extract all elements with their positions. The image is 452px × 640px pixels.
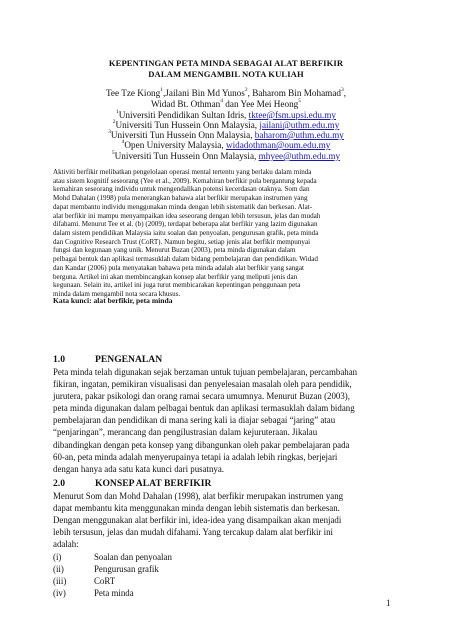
abstract (53, 168, 400, 299)
email-link[interactable]: baharom@uthm.edu.my (254, 130, 344, 140)
abstract-line: minda dalam mengambil nota secara khusus. (53, 290, 181, 299)
body-line: Peta minda telah digunakan sejak berzaman untuk tujuan pembelajaran, percambahan (53, 367, 358, 377)
author-affiliation-mark: 1 (160, 87, 163, 93)
list-text: Peta minda (94, 588, 134, 599)
author-name: Widad Bt. Othman (150, 99, 221, 109)
author-name: , Baharom Bin Mohamad (247, 88, 341, 98)
abstract-line: kemahiran seseorang individu untuk mengendalikan potensi kecerdasan otaknya. Som dan (53, 185, 310, 194)
list-item (53, 587, 172, 599)
abstract-line: dalam sistem pendidikan Malaysia iaitu soalan dan penyoalan, pengurusan grafik, peta minda (53, 229, 319, 238)
body-line: dengan hanya ada satu kata kunci dari pusatnya. (53, 463, 225, 474)
abstract-line: berguna. Artikel ini akan membincangkan konsep alat berfikir yang meliputi jenis dan (53, 272, 298, 281)
abstract-line: pelbagai bentuk dan aplikasi termasuklah dalam bidang pembelajaran dan pendidikan. Widad (53, 255, 318, 264)
body-line: Menurut Som dan Mohd Dahalan (1998), alat berfikir merupakan instrumen yang (53, 491, 344, 501)
email-link[interactable]: mhyee@uthm.edu.my (258, 151, 341, 161)
email-link[interactable]: jailani@uthm.edu.my (259, 120, 340, 130)
author-name: ,Jailani Bin Md Yunos (163, 88, 245, 98)
abstract-line: dan Kandar (2006) pula menyatakan bahawa peta minda adalah alat berfikir yang sangat (53, 263, 304, 272)
body-line: peta minda digunakan dalam pelbagai bentuk dan aplikasi termasuklah dalam bidang (53, 403, 355, 414)
body-line: lebih tersusun, jelas dan mudah difahami. Yang tercakup dalam alat berfikir ini (53, 527, 333, 538)
keywords: Kata kunci: alat berfikir, peta minda (53, 296, 173, 305)
affiliation-4 (0, 140, 452, 150)
paper-title-line-2: DALAM MENGAMBIL NOTA KULIAH (148, 69, 304, 79)
abstract-line: fungsi dan kegunaan yang unik. Menurut Buzan (2003), peta minda digunakan dalam (53, 246, 296, 255)
affiliation-mark: 2 (112, 119, 116, 125)
author-line-1 (0, 88, 452, 98)
section-2-heading (53, 478, 211, 489)
section-title: KONSEP ALAT BERFIKIR (95, 478, 212, 489)
list-text: CoRT (94, 576, 116, 587)
list-item (53, 563, 172, 575)
affiliation-2 (0, 120, 452, 130)
affiliation-text: Universiti Tun Hussein Onn Malaysia, (110, 130, 255, 140)
affiliation-5 (0, 151, 452, 161)
abstract-line: dan Cognitive Research Trust (CoRT). Namun begitu, setiap jenis alat berfikir mempunyai (53, 237, 311, 246)
abstract-line: alat berfikir ini mampu menyampaikan idea seseorang dengan lebih tersusun, jelas dan mudah (53, 211, 321, 220)
list-marker: (iii) (53, 576, 67, 587)
section-number: 1.0 (53, 354, 65, 365)
section-title: PENGENALAN (95, 354, 163, 365)
abstract-line: Mohd Dahalan (1998) pula menerangkan bahawa alat berfikir merupakan instrumen yang (53, 194, 308, 203)
body-line: “penjaringan”, merancang dan pengilustrasian dalam kejuruteraan. Jikalau (53, 427, 318, 438)
affiliation-text: Universiti Tun Hussein Onn Malaysia, (114, 151, 259, 161)
list-text: Pengurusan grafik (94, 564, 159, 575)
body-line: adalah: (53, 539, 79, 550)
email-link[interactable]: tktee@fsm.upsi.edu.my (248, 110, 336, 120)
email-link[interactable]: widadothman@oum.edu.my (225, 140, 331, 150)
author-affiliation-mark: 2 (244, 87, 248, 93)
list-marker: (iv) (53, 588, 66, 599)
paper-title-line-1: KEPENTINGAN PETA MINDA SEBAGAI ALAT BERFIKIR (108, 58, 344, 68)
abstract-line: Aktiviti berfikir melibatkan pengelolaan operasi mental tertentu yang berlaku dalam minda (53, 168, 312, 176)
abstract-line: difahami. Menurut Tee et al. (b) (2009), terdapat beberapa alat berfikir yang lazim digunakan (53, 220, 318, 229)
affiliation-3 (0, 130, 452, 140)
body-line: jurutera, pakar psikologi dan orang ramai secara umumnya. Menurut Buzan (2003), (53, 391, 350, 402)
author-name: Tee Tze Kiong (105, 88, 161, 98)
list-item (53, 575, 172, 587)
abstract-line: atau sistem kognitif seseorang (Yee et al., 2009). Kemahiran berfikir pula bergantung kepada (53, 176, 317, 185)
author-separator: , (343, 88, 347, 98)
list-text: Soalan dan penyoalan (94, 552, 172, 562)
affiliation-mark: 3 (108, 129, 111, 135)
affiliation-text: Open University Malaysia, (124, 140, 226, 150)
section-1-body (53, 366, 398, 475)
body-line: pembelajaran dan pendidikan di mana sering kali ia diajar sebagai “jaring” atau (53, 415, 336, 426)
affiliation-1 (0, 110, 452, 120)
list-marker: (ii) (53, 564, 64, 575)
affiliation-mark: 1 (116, 109, 119, 115)
abstract-line: dapat membantu individu menggunakan minda dengan lebih sistematik dan berkesan. Alat- (53, 202, 313, 211)
body-line: fikiran, ingatan, pemikiran visualisasi dan penyelesaian masalah oleh para pendidik, (53, 379, 352, 390)
author-affiliation-mark: 5 (298, 98, 302, 104)
author-name: dan Yee Mei Heong (223, 99, 299, 109)
affiliation-text: Universiti Pendidikan Sultan Idris, (118, 110, 249, 120)
list-marker: (i) (53, 552, 62, 562)
author-line-2 (0, 99, 452, 109)
section-number: 2.0 (53, 478, 65, 489)
list-item (53, 551, 172, 563)
page-number: 1 (386, 598, 391, 608)
section-1-heading (53, 354, 162, 365)
affiliation-text: Universiti Tun Hussein Onn Malaysia, (115, 120, 260, 130)
body-line: dibandingkan dengan peta konsep yang dibangunkan oleh pakar pembelajaran pada (53, 439, 350, 450)
body-line: dapat membantu kita menggunakan minda dengan lebih sistematis dan berkesan. (53, 503, 340, 514)
section-2-body (53, 490, 398, 550)
body-line: Dengan menggunakan alat berfikir ini, idea-idea yang disampaikan akan menjadi (53, 515, 342, 526)
tools-list (53, 551, 172, 599)
abstract-line: kegunaan. Selain itu, artikel ini juga turut membicarakan kepentingan penggunaan peta (53, 281, 301, 290)
author-affiliation-mark: 3 (341, 87, 344, 93)
affiliation-mark: 5 (111, 150, 115, 156)
affiliation-mark: 4 (121, 139, 125, 145)
author-affiliation-mark: 4 (220, 98, 223, 104)
body-line: 60-an, peta minda adalah menyerupainya tetapi ia adalah lebih ringkas, berjejari (53, 451, 338, 462)
